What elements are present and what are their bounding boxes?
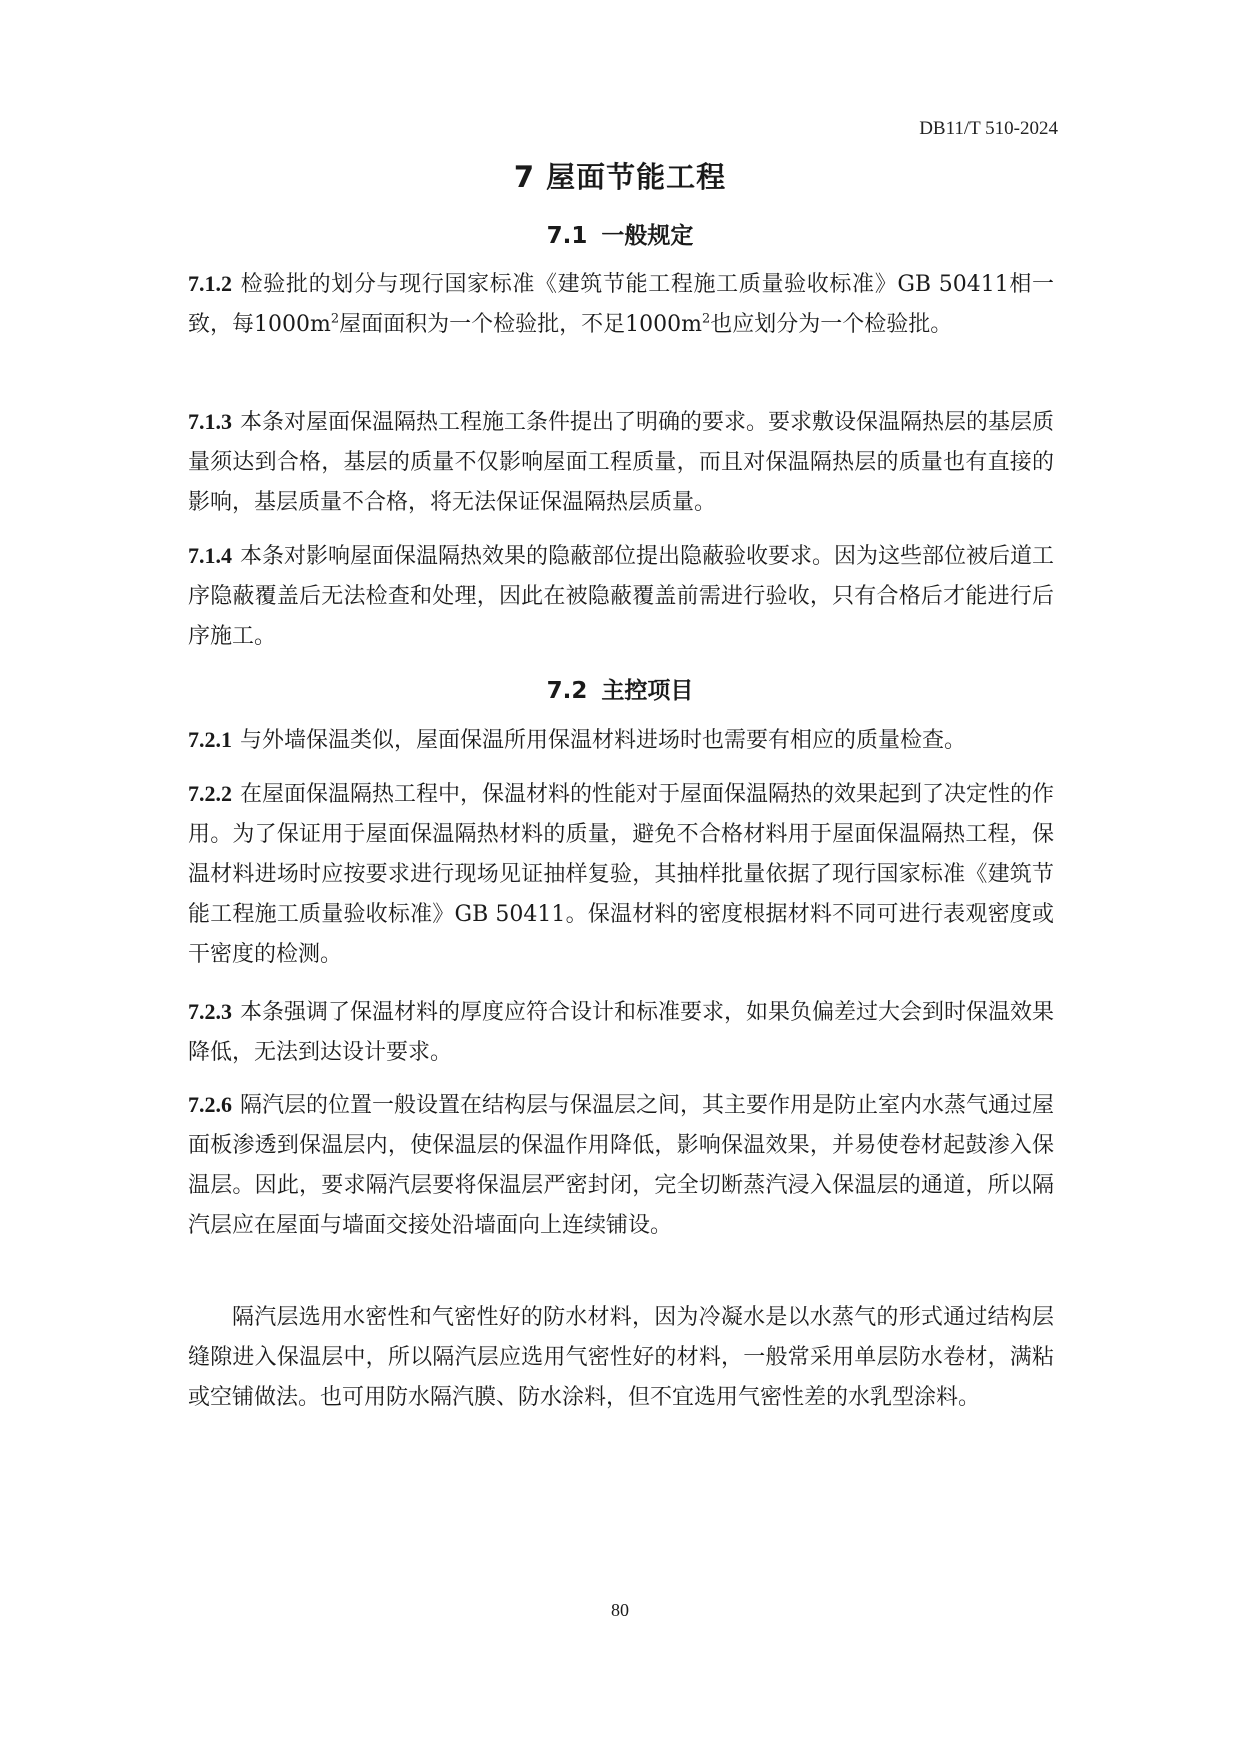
clause-text: 本条强调了保温材料的厚度应符合设计和标准要求，如果负偏差过大会到时保温效果降低，无法到达设计要求。 [188, 1000, 1055, 1065]
section-title-7-1 [0, 217, 1240, 250]
clause-7-1-3 [188, 402, 1054, 523]
section-label: 一般规定 [601, 223, 694, 249]
clause-7-2-6-continued [188, 1298, 1054, 1418]
clause-number: 7.1.3 [188, 409, 232, 434]
clause-text: 隔汽层的位置一般设置在结构层与保温层之间，其主要作用是防止室内水蒸气通过屋面板渗透到保温层内，使保温层的保温作用降低，影响保温效果，并易使卷材起鼓渗入保温层。因此，要求隔汽层要将保温层严密封闭，完全切断蒸汽浸入保温层的通道，所以隔汽层应在屋面与墙面交接处沿墙面向上连续铺设。 [188, 1093, 1055, 1238]
superscript: 2 [702, 311, 711, 327]
chapter-title: 7 屋面节能工程 [513, 160, 727, 194]
document-code: DB11/T 510-2024 [919, 118, 1058, 139]
section-label: 主控项目 [601, 678, 694, 704]
section-title-7-2 [0, 672, 1240, 705]
clause-7-1-4 [188, 536, 1054, 657]
clause-7-2-1 [188, 720, 1054, 761]
clause-number: 7.2.1 [188, 727, 232, 752]
clause-7-2-3 [188, 992, 1054, 1073]
clause-text: 本条对屋面保温隔热工程施工条件提出了明确的要求。要求敷设保温隔热层的基层质量须达到合格，基层的质量不仅影响屋面工程质量，而且对保温隔热层的质量也有直接的影响，基层质量不合格，将无法保证保温隔热层质量。 [188, 410, 1055, 515]
clause-text: 隔汽层选用水密性和气密性好的防水材料，因为冷凝水是以水蒸气的形式通过结构层缝隙进入保温层中，所以隔汽层应选用气密性好的材料，一般常采用单层防水卷材，满粘或空铺做法。也可用防水隔汽膜、防水涂料，但不宜选用气密性差的水乳型涂料。 [188, 1305, 1054, 1410]
clause-number: 7.2.3 [188, 999, 232, 1024]
clause-text: 屋面面积为一个检验批，不足1000m [339, 312, 702, 337]
clause-7-1-2 [188, 264, 1054, 345]
section-number: 7.1 [546, 223, 588, 249]
clause-text: 本条对影响屋面保温隔热效果的隐蔽部位提出隐蔽验收要求。因为这些部位被后道工序隐蔽覆盖后无法检查和处理，因此在被隐蔽覆盖前需进行验收，只有合格后才能进行后序施工。 [188, 544, 1055, 649]
superscript: 2 [330, 311, 340, 327]
clause-number: 7.1.4 [188, 543, 232, 568]
page-number: 80 [611, 1600, 629, 1620]
clause-number: 7.2.6 [188, 1092, 232, 1117]
clause-number: 7.2.2 [188, 781, 232, 806]
clause-text: 与外墙保温类似，屋面保温所用保温材料进场时也需要有相应的质量检查。 [240, 728, 967, 753]
clause-text: 在屋面保温隔热工程中，保温材料的性能对于屋面保温隔热的效果起到了决定性的作用。为了保证用于屋面保温隔热材料的质量，避免不合格材料用于屋面保温隔热工程，保温材料进场时应按要求进行现场见证抽样复验，其抽样批量依据了现行国家标准《建筑节能工程施工质量验收标准》GB 50411。保温材料的密度根据材料不同可进行表观密度或干密度的检测。 [188, 782, 1055, 967]
clause-text: 检验批的划分与现行国家标准《建筑节能工程施工质量验收标准》GB 50411相一致，每1000m [188, 272, 1054, 337]
clause-number: 7.1.2 [188, 271, 232, 296]
clause-text: 也应划分为一个检验批。 [710, 312, 953, 337]
clause-7-2-6 [188, 1085, 1054, 1246]
clause-7-2-2 [188, 774, 1054, 975]
section-number: 7.2 [546, 678, 588, 704]
